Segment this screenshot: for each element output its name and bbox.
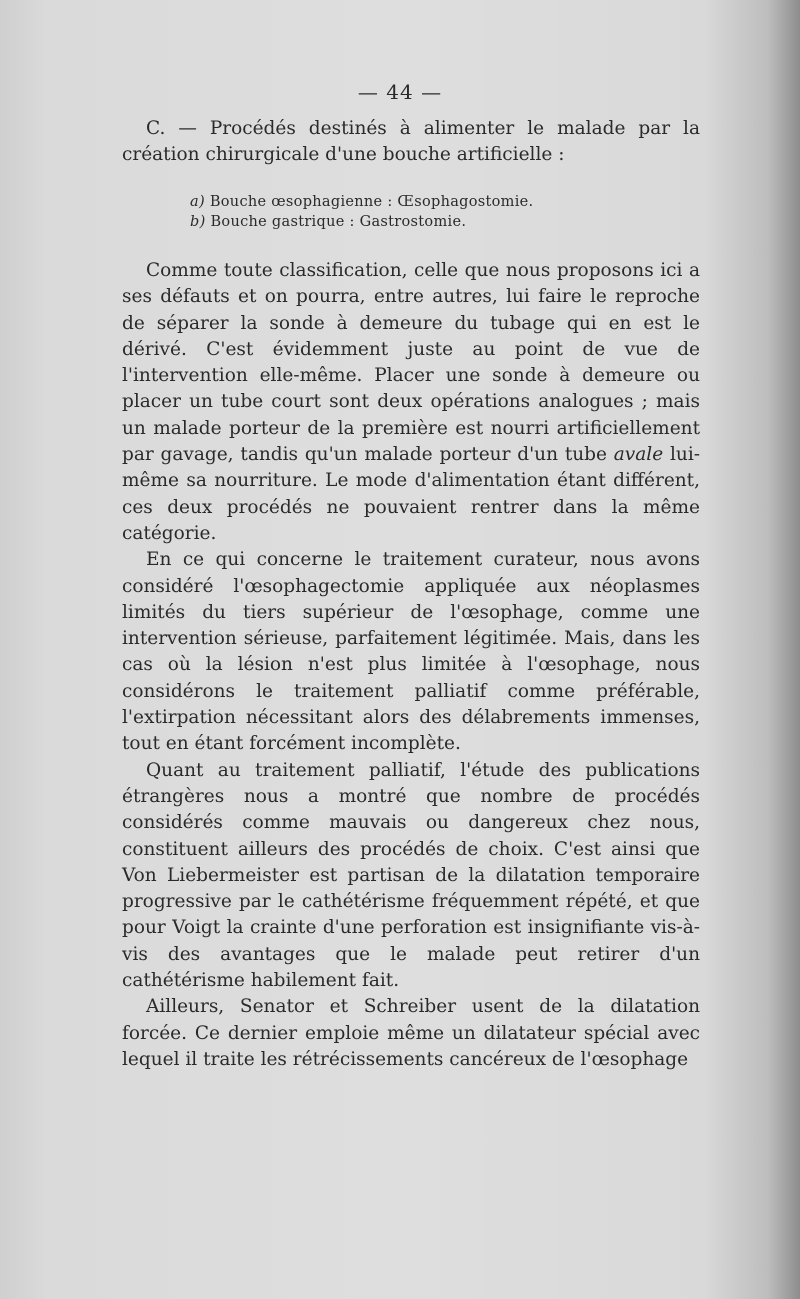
list-text-a: Bouche œsophagienne : Œsophagostomie. <box>204 194 534 210</box>
paragraph-1-text-b: lui-même sa nourriture. Le mode d'alimentation étant différent, ces deux procédés ne pouvaient rentrer dans la même catégorie. <box>122 444 700 544</box>
page-number: — 44 — <box>357 80 443 104</box>
paragraph-palliative-treatment: Quant au traitement palliatif, l'étude des publications étrangères nous a montré que nombre de procédés considérés comme mauvais ou dangereux chez nous, constituent ailleurs des procédés de choix. C'est ainsi que Von Liebermeister est partisan de la dilatation temporaire progressive par le cathétérisme fréquemment répété, et que pour Voigt la crainte d'une perforation est insignifiante vis-à-vis des avantages que le malade peut retirer d'un cathétérisme habilement fait. <box>122 759 700 992</box>
paragraph-curative-treatment: En ce qui concerne le traitement curateur, nous avons considéré l'œsophagectomie appliquée aux néoplasmes limités du tiers supérieur de l'œsophage, comme une intervention sérieuse, parfaitement légitimée. Mais, dans les cas où la lésion n'est plus limitée à l'œsophage, nous considérons le traitement palliatif comme préférable, l'extirpation nécessitant alors des délabrements immenses, tout en étant forcément incomplète. <box>122 549 700 755</box>
list-item-a <box>190 192 670 212</box>
paragraph-forced-dilatation: Ailleurs, Senator et Schreiber usent de la dilatation forcée. Ce dernier emploie même un dilatateur spécial avec lequel il traite les rétrécissements cancéreux de l'œsophage <box>122 996 700 1070</box>
paragraph-classification <box>122 258 700 547</box>
section-c-block <box>122 116 700 169</box>
list-item-b <box>190 212 670 232</box>
procedure-list <box>190 192 670 232</box>
paragraph-1-italic-word: avale <box>613 444 664 466</box>
paragraph-1-text-a: Comme toute classification, celle que nous proposons ici a ses défauts et on pourra, entre autres, lui faire le reproche de séparer la sonde à demeure du tubage qui en est le dérivé. C'est évidemment juste au point de vue de l'intervention elle-même. Placer une sonde à demeure ou placer un tube court sont deux opérations analogues ; mais un malade porteur de la première est nourri artificiellement par gavage, tandis qu'un malade porteur d'un tube <box>122 260 700 466</box>
section-c-paragraph: C. — Procédés destinés à alimenter le malade par la création chirurgicale d'une bouche artificielle : <box>122 118 700 166</box>
list-marker-b: b) <box>190 214 206 230</box>
main-body <box>122 258 700 1073</box>
list-marker-a: a) <box>190 194 205 210</box>
list-text-b: Bouche gastrique : Gastrostomie. <box>205 214 467 230</box>
